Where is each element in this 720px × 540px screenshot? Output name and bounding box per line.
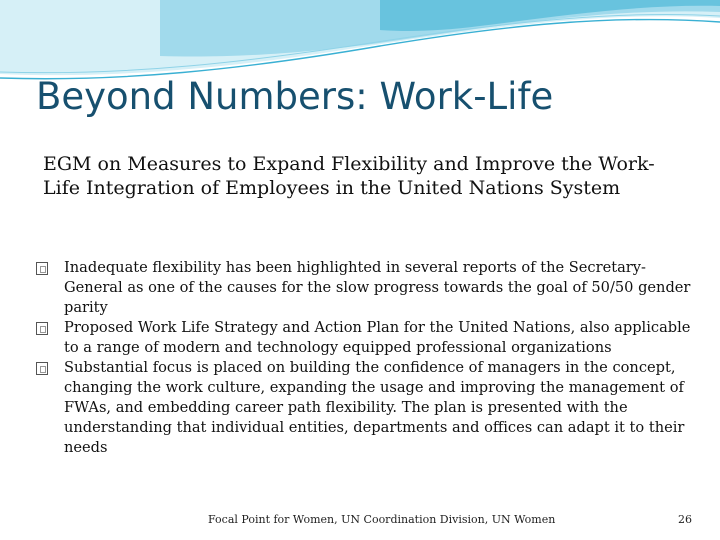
slide-footer: Focal Point for Women, UN Coordination Division, UN Women xyxy=(208,513,556,526)
slide-subtitle: EGM on Measures to Expand Flexibility and Improve the Work-Life Integration of Employees in the United Nations System xyxy=(43,153,655,199)
bullet-text: Substantial focus is placed on building the confidence of managers in the concept, changing the work culture, expanding the usage and improving the management of FWAs, and embedding career path flexibility. The plan is presented with the understanding that individual entities, departments and offices can adapt it to their needs xyxy=(64,359,685,456)
bullet-text: Inadequate flexibility has been highlighted in several reports of the Secretary-General as one of the causes for the slow progress towards the goal of 50/50 gender parity xyxy=(64,259,691,316)
bullet-box-icon xyxy=(36,322,48,335)
bullet-text: Proposed Work Life Strategy and Action Plan for the United Nations, also applicable to a range of modern and technology equipped professional organizations xyxy=(64,319,691,356)
slide-title: Beyond Numbers: Work-Life xyxy=(36,75,554,118)
bullet-item xyxy=(36,258,696,318)
bullet-item xyxy=(36,318,696,358)
bullet-list xyxy=(36,258,696,458)
bullet-box-icon xyxy=(36,362,48,375)
bullet-box-icon xyxy=(36,262,48,275)
page-number: 26 xyxy=(678,513,692,526)
bullet-item xyxy=(36,358,696,458)
